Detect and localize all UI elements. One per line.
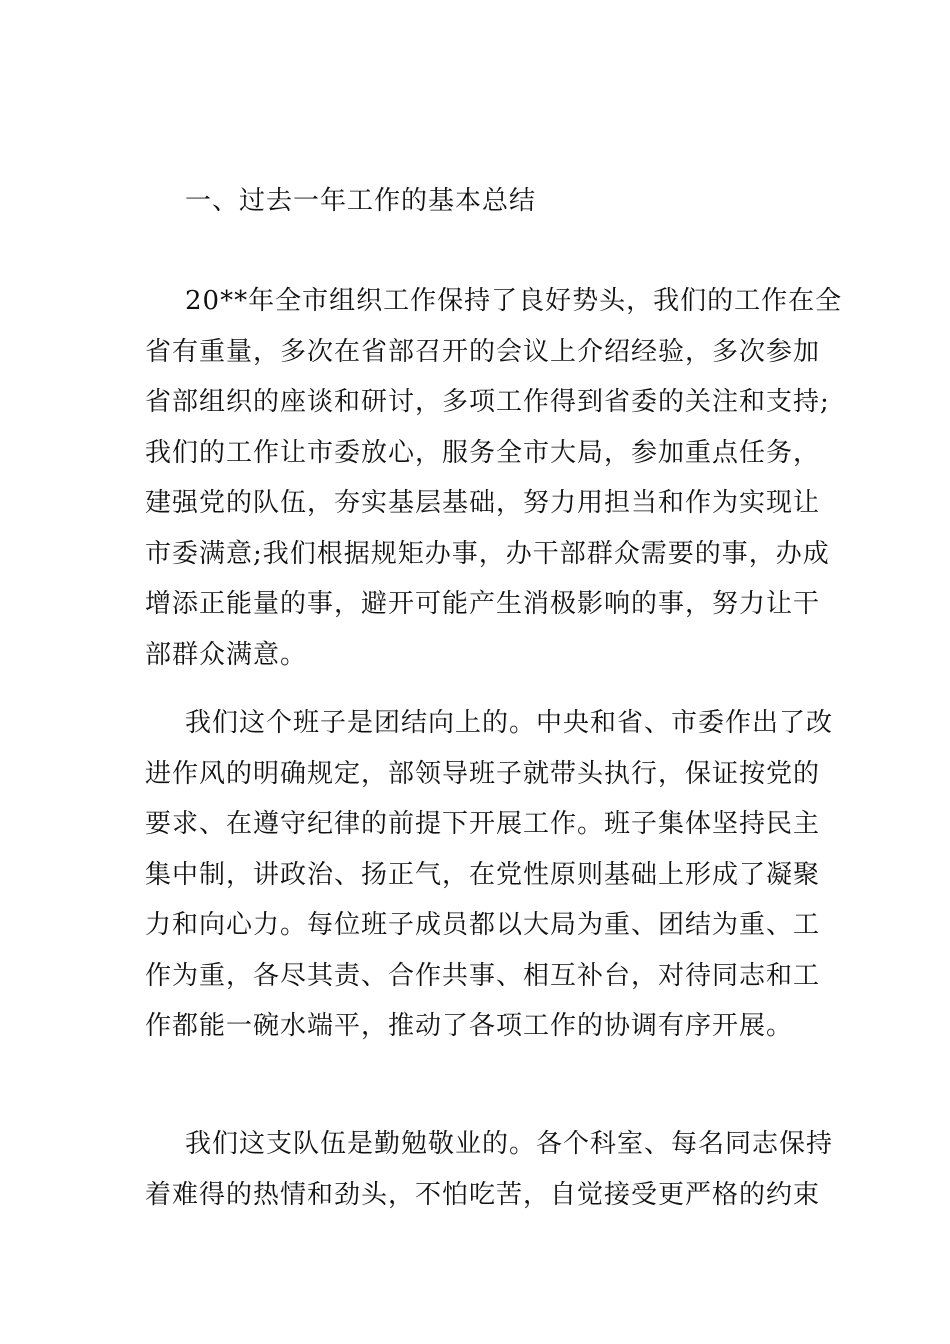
paragraph-line: 要求、在遵守纪律的前提下开展工作。班子集体坚持民主 xyxy=(145,809,821,839)
paragraph-line: 省有重量，多次在省部召开的会议上介绍经验，多次参加 xyxy=(145,336,821,367)
paragraph-line: 作为重，各尽其责、合作共事、相互补台，对待同志和工 xyxy=(145,960,821,991)
section-heading xyxy=(145,176,810,227)
paragraph-line: 增添正能量的事，避开可能产生消极影响的事，努力让干 xyxy=(145,589,821,619)
paragraph-line: 集中制，讲政治、扬正气，在党性原则基础上形成了凝聚 xyxy=(145,859,821,890)
paragraph-line: 着难得的热情和劲头，不怕吃苦，自觉接受更严格的约束 xyxy=(145,1179,821,1210)
paragraph-3 xyxy=(145,1119,834,1220)
paragraph-line: 市委满意;我们根据规矩办事，办干部群众需要的事，办成 xyxy=(145,538,830,569)
paragraph-line: 进作风的明确规定，部领导班子就带头执行，保证按党的 xyxy=(145,758,821,789)
paragraph-line: 我们这支队伍是勤勉敬业的。各个科室、每名同志保持 xyxy=(185,1129,834,1159)
paragraph-line: 建强党的队伍，夯实基层基础，努力用担当和作为实现让 xyxy=(145,488,821,518)
paragraph-line: 部群众满意。 xyxy=(145,639,308,670)
heading-text: 一、过去一年工作的基本总结 xyxy=(185,186,537,216)
paragraph-line: 我们这个班子是团结向上的。中央和省、市委作出了改 xyxy=(185,708,834,738)
paragraph-line: 省部组织的座谈和研讨，多项工作得到省委的关注和支持; xyxy=(145,387,830,417)
paragraph-1 xyxy=(145,276,843,680)
paragraph-line: 我们的工作让市委放心，服务全市大局，参加重点任务， xyxy=(145,437,821,468)
paragraph-2 xyxy=(145,698,834,1052)
paragraph-line: 力和向心力。每位班子成员都以大局为重、团结为重、工 xyxy=(145,910,821,940)
paragraph-line: 20**年全市组织工作保持了良好势头，我们的工作在全 xyxy=(185,286,843,316)
paragraph-line: 作都能一碗水端平，推动了各项工作的协调有序开展。 xyxy=(145,1011,794,1041)
